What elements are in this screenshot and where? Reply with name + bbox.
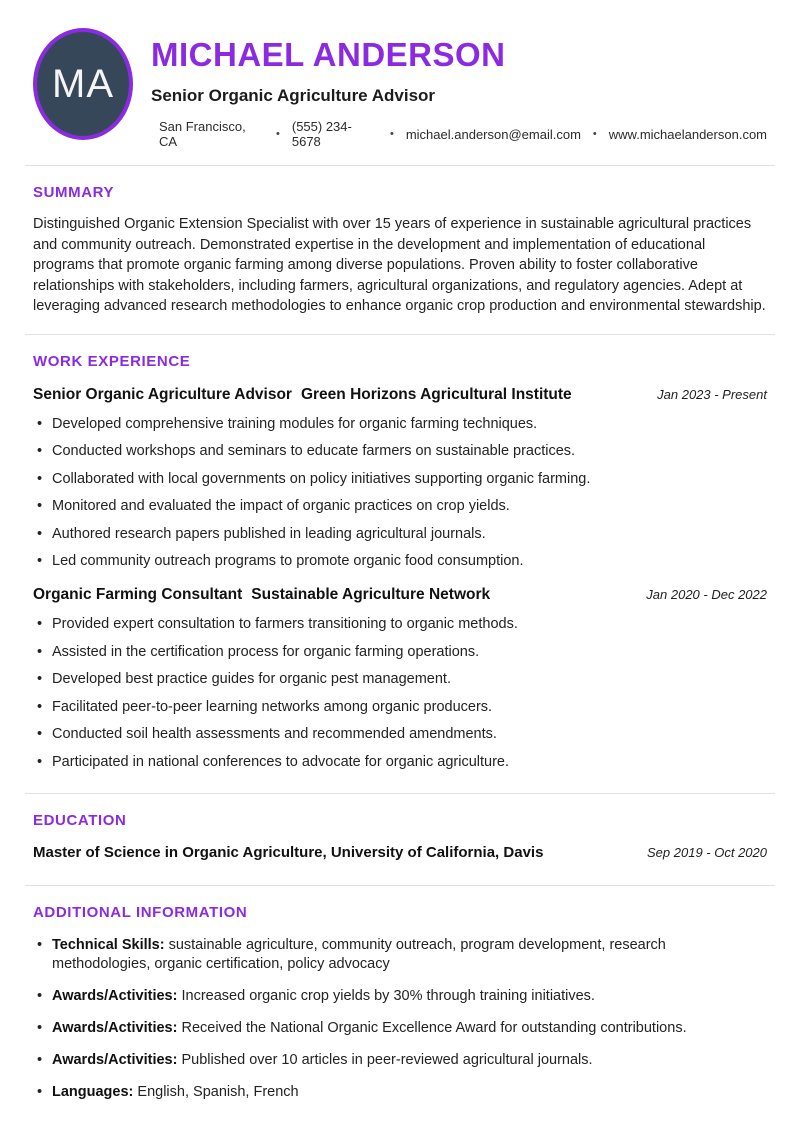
additional-information-section [33,904,767,1102]
job-bullet: • Assisted in the certification process for organic farming operations. [33,644,767,661]
resume-header [33,28,767,149]
additional-information-heading: ADDITIONAL INFORMATION [33,903,248,921]
contact-location: San Francisco, CA [159,119,246,150]
contact-separator-dot: • [389,128,394,141]
job-company: Sustainable Agriculture Network [251,586,491,604]
job-bullet-list [33,616,767,771]
additional-info-item [33,1051,767,1070]
job-dates: Jan 2023 - Present [657,386,767,402]
additional-info-label: Technical Skills: [52,936,165,953]
divider-education [25,885,775,886]
contact-separator-dot: • [592,128,597,141]
job-bullet: • Collaborated with local governments on policy initiatives supporting organic farming. [33,471,767,488]
divider-summary [25,334,775,335]
job-bullet: • Monitored and evaluated the impact of organic practices on crop yields. [33,498,767,515]
education-dates: Sep 2019 - Oct 2020 [647,844,767,860]
candidate-name: MICHAEL ANDERSON [151,36,506,73]
contact-email[interactable]: michael.anderson@email.com [405,126,581,142]
job-bullet: • Participated in national conferences to advocate for organic agriculture. [33,754,767,771]
education-heading: EDUCATION [33,811,127,829]
additional-info-text: English, Spanish, French [137,1083,299,1100]
additional-info-label: Awards/Activities: [52,1019,178,1036]
job-bullet: • Facilitated peer-to-peer learning networks among organic producers. [33,699,767,716]
job-title-company [33,386,572,404]
job-bullet: • Authored research papers published in leading agricultural journals. [33,526,767,543]
job-title-company [33,586,490,604]
job-bullet: • Led community outreach programs to promote organic food consumption. [33,553,767,570]
divider-header [25,165,775,166]
summary-text: Distinguished Organic Extension Specialist with over 15 years of experience in sustainable agricultural practices and community outreach. Demonstrated expertise in the development and implementation of educational programs that promote organic farming among diverse populations. Proven ability to foster collaborative relationships with stakeholders, including farmers, agricultural organizations, and regulatory agencies. Adept at leveraging advanced research methodologies to enhance organic crop production and environmental stewardship. [33,216,766,315]
additional-info-text: Increased organic crop yields by 30% through training initiatives. [181,987,595,1004]
summary-section [33,184,767,317]
additional-info-label: Languages: [52,1083,134,1100]
job-bullet: • Provided expert consultation to farmers transitioning to organic methods. [33,616,767,633]
job-title: Organic Farming Consultant [33,586,243,604]
job-bullet: • Conducted soil health assessments and recommended amendments. [33,726,767,743]
avatar-initials: MA [52,61,114,106]
work-experience-heading: WORK EXPERIENCE [33,352,191,370]
work-experience-section [33,353,767,771]
job-entry [33,586,767,771]
additional-info-text: Published over 10 articles in peer-reviewed agricultural journals. [181,1051,593,1068]
contact-separator-dot: • [276,128,280,141]
avatar [33,28,133,140]
job-entry-header [33,386,767,404]
job-bullet-list [33,416,767,571]
education-degree: Master of Science in Organic Agriculture, University of California, Davis [33,843,544,861]
contact-phone: (555) 234-5678 [291,119,352,150]
contact-line [159,119,767,149]
summary-heading: SUMMARY [33,184,115,202]
additional-info-text: sustainable agriculture, community outreach, program development, research methodologies, organic certification, policy advocacy [52,936,666,972]
job-bullet: • Developed best practice guides for organic pest management. [33,671,767,688]
additional-info-item [33,1019,767,1038]
job-entry-header [33,586,767,604]
header-text [151,28,767,149]
additional-info-item [33,936,767,974]
additional-info-text: Received the National Organic Excellence Award for outstanding contributions. [181,1019,687,1036]
job-title: Senior Organic Agriculture Advisor [33,385,292,403]
additional-info-list [33,936,767,1102]
candidate-title: Senior Organic Agriculture Advisor [151,86,436,106]
contact-website[interactable]: www.michaelanderson.com [608,126,767,142]
job-bullet: • Developed comprehensive training modules for organic farming techniques. [33,416,767,433]
additional-info-item [33,987,767,1006]
additional-info-label: Awards/Activities: [52,1051,178,1068]
job-company: Green Horizons Agricultural Institute [300,385,572,403]
education-section [33,812,767,861]
additional-info-item [33,1083,767,1102]
job-dates: Jan 2020 - Dec 2022 [646,587,767,603]
additional-info-label: Awards/Activities: [52,987,178,1004]
job-bullet: • Conducted workshops and seminars to educate farmers on sustainable practices. [33,443,767,460]
divider-work [25,793,775,794]
job-entry [33,386,767,571]
education-entry [33,844,767,861]
